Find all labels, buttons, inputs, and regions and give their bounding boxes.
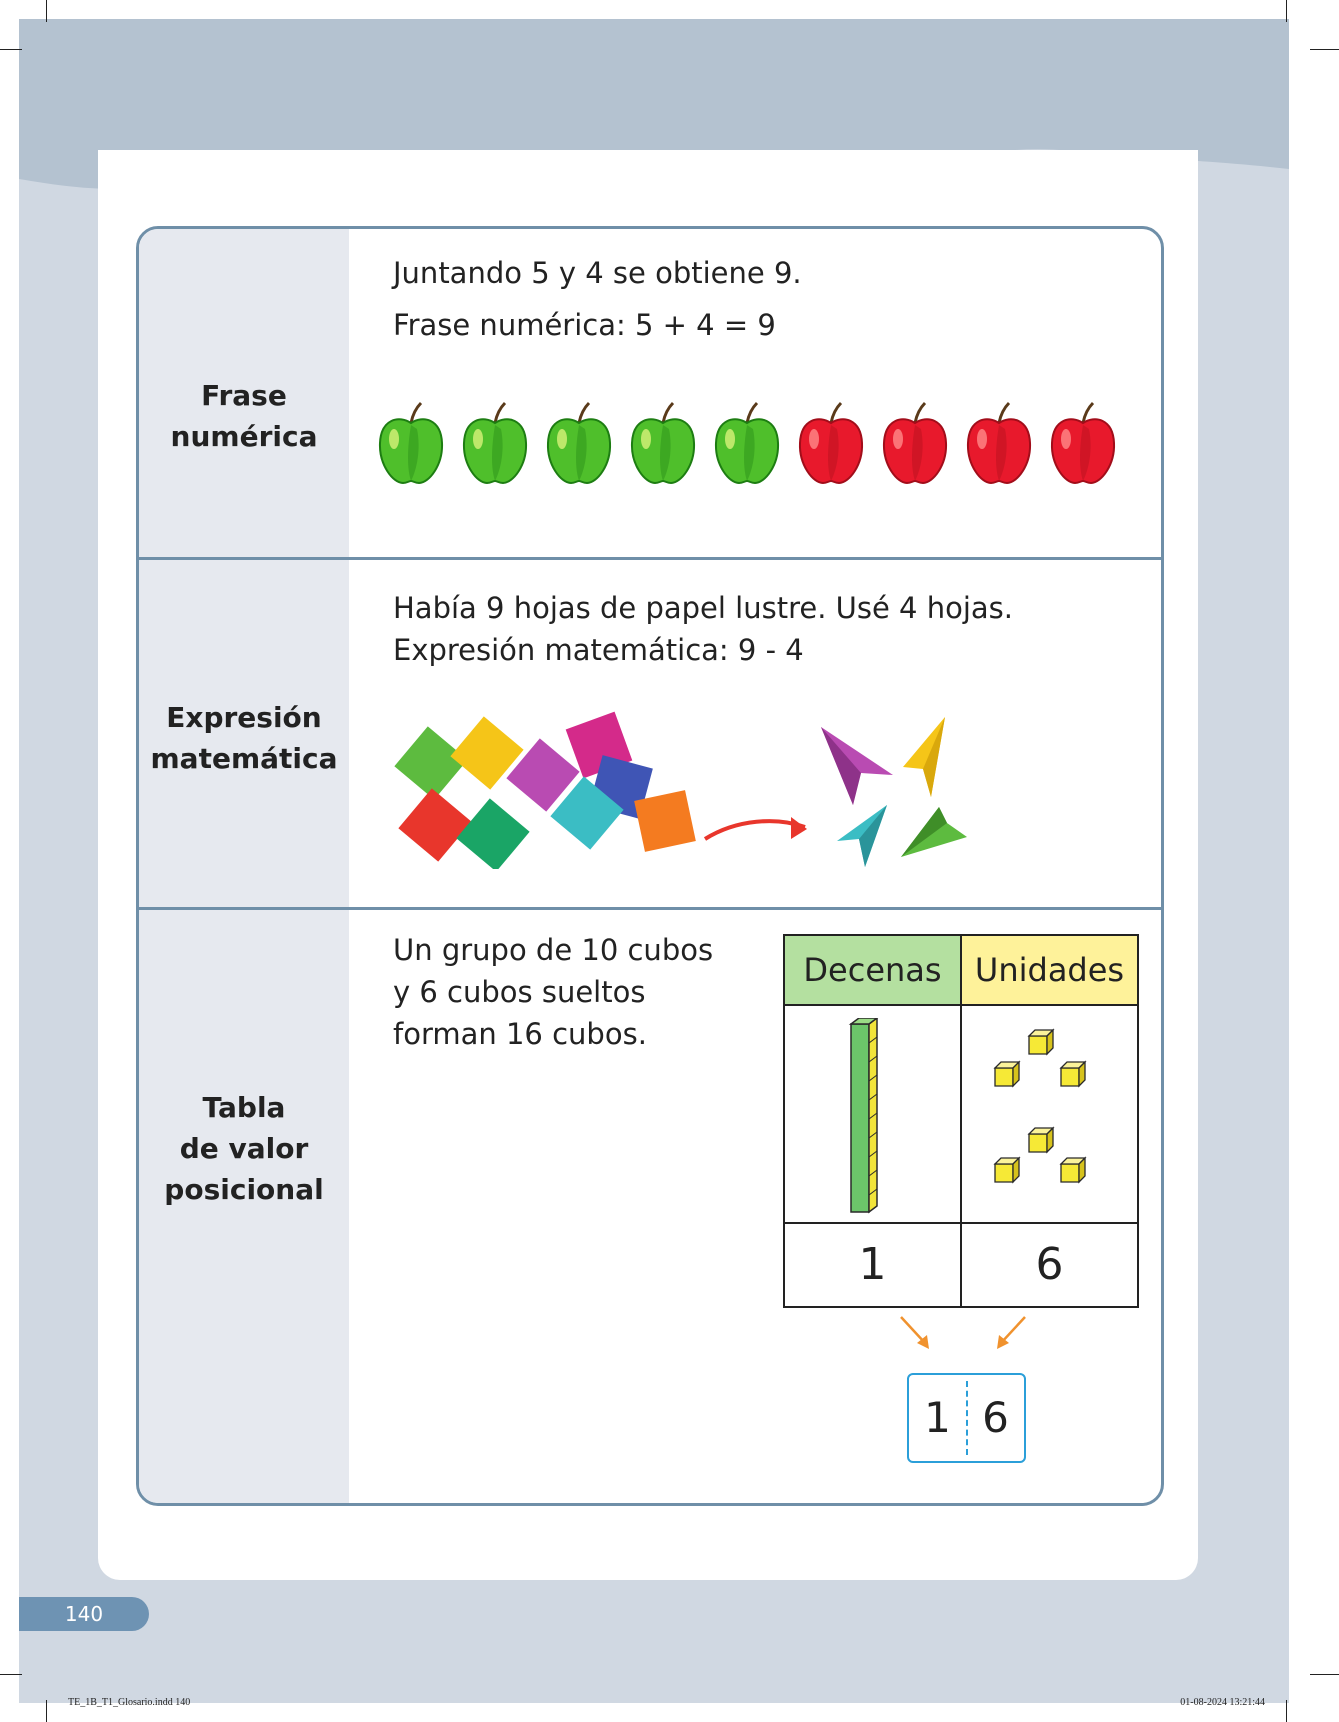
crop-mark <box>46 1700 47 1722</box>
crop-mark <box>1286 1700 1287 1722</box>
combine-arrows-icon <box>893 1309 1033 1365</box>
page-number-tab <box>19 1597 149 1631</box>
unidades-header: Unidades <box>962 936 1137 1004</box>
row-divider <box>139 557 1161 560</box>
term-expresion-matematica <box>139 697 349 779</box>
crop-mark <box>1310 49 1339 50</box>
green-apple-icon <box>461 399 529 485</box>
red-apple-icon <box>1049 399 1117 485</box>
definition-line: Frase numérica: 5 + 4 = 9 <box>393 308 776 342</box>
unit-cubes-icon <box>985 1028 1105 1208</box>
slug-filename: TE_1B_T1_Glosario.indd 140 <box>68 1697 191 1708</box>
term-line: Tabla <box>202 1091 286 1124</box>
red-apple-icon <box>797 399 865 485</box>
definition-text-frase <box>393 247 802 351</box>
term-line: Expresión <box>166 701 322 734</box>
result-number-box <box>907 1373 1026 1463</box>
definition-line: Juntando 5 y 4 se obtiene 9. <box>393 256 802 290</box>
crop-mark <box>1310 1674 1339 1675</box>
red-apple-icon <box>965 399 1033 485</box>
term-frase-numerica <box>139 375 349 457</box>
term-tabla-valor-posicional <box>139 1087 349 1210</box>
definition-text-tabla <box>393 929 713 1055</box>
term-line: matemática <box>150 742 338 775</box>
slug-timestamp: 01-08-2024 13:21:44 <box>1180 1697 1265 1708</box>
term-line: numérica <box>170 420 318 453</box>
ten-rod-icon <box>847 1018 887 1214</box>
table-horizontal-line <box>785 1004 1137 1006</box>
result-digit-tens: 1 <box>924 1393 951 1442</box>
definition-line: Había 9 hojas de papel lustre. Usé 4 hojas. <box>393 591 1013 625</box>
green-apple-icon <box>545 399 613 485</box>
unidades-value: 6 <box>1035 1239 1064 1290</box>
paper-planes-illustration <box>811 707 1031 867</box>
definition-line: y 6 cubos sueltos <box>393 975 646 1009</box>
crop-mark <box>1286 0 1287 22</box>
paper-sheets-illustration <box>377 709 807 869</box>
decenas-header: Decenas <box>785 936 960 1004</box>
result-digit-units: 6 <box>982 1393 1009 1442</box>
row-divider <box>139 907 1161 910</box>
decenas-value: 1 <box>858 1239 887 1290</box>
definition-line: Un grupo de 10 cubos <box>393 933 714 967</box>
green-apple-icon <box>377 399 445 485</box>
apples-illustration <box>377 399 1137 499</box>
term-line: de valor <box>179 1132 309 1165</box>
glossary-card <box>136 226 1164 1506</box>
term-line: Frase <box>201 379 287 412</box>
definition-text-expresion <box>393 587 1013 671</box>
green-apple-icon <box>713 399 781 485</box>
crop-mark <box>0 49 22 50</box>
red-apple-icon <box>881 399 949 485</box>
definition-line: forman 16 cubos. <box>393 1017 647 1051</box>
page-number: 140 <box>64 1602 104 1626</box>
term-line: posicional <box>164 1173 324 1206</box>
green-apple-icon <box>629 399 697 485</box>
crop-mark <box>46 0 47 22</box>
definition-line: Expresión matemática: 9 - 4 <box>393 633 804 667</box>
crop-mark <box>0 1674 22 1675</box>
place-value-table <box>783 934 1139 1308</box>
